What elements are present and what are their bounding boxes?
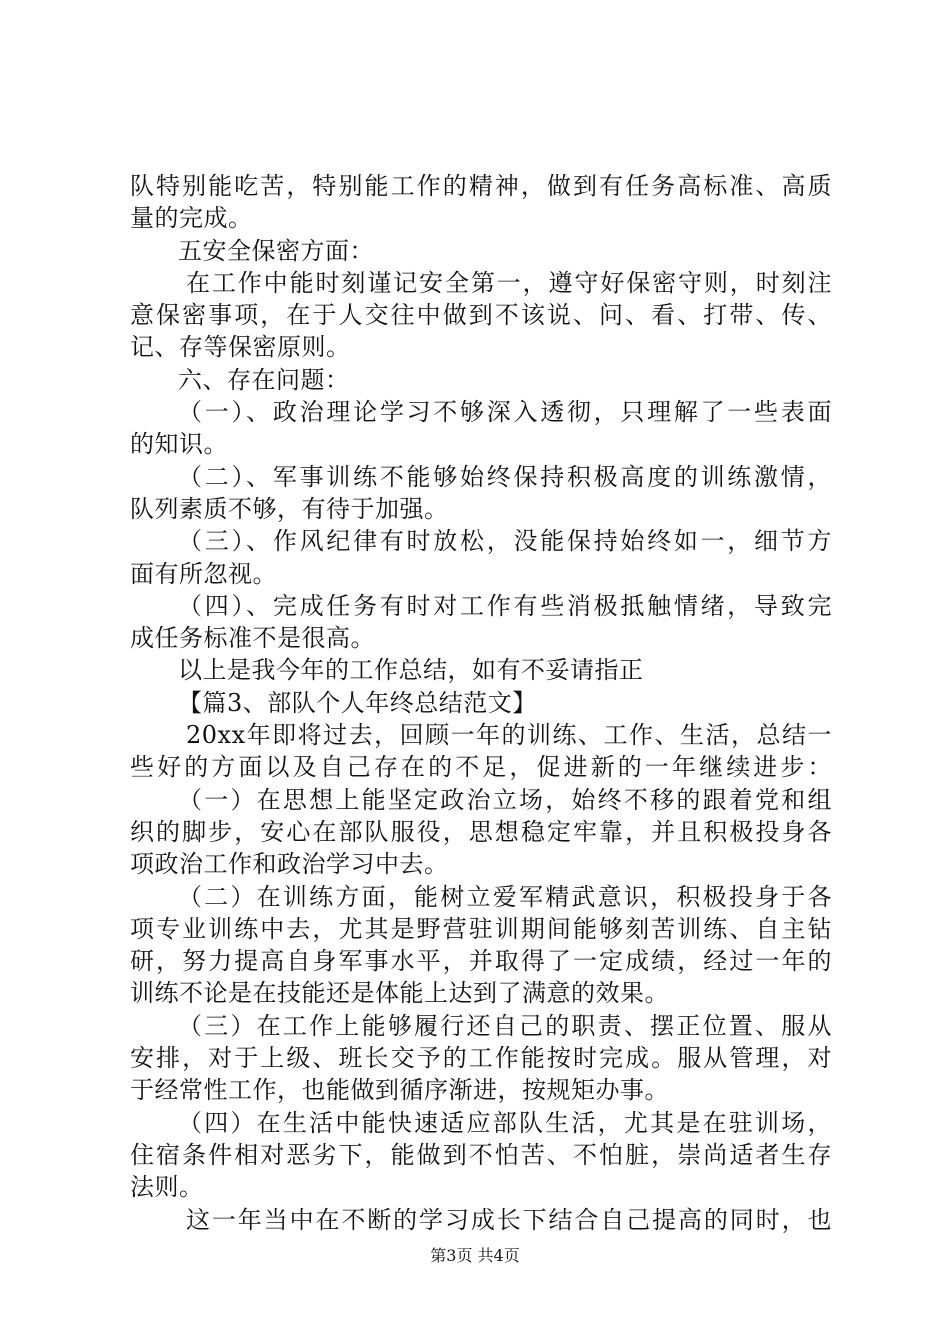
section-heading: 五安全保密方面： (178, 236, 374, 265)
text-line: 面有所忽视。 (130, 559, 277, 588)
text-line: 住宿条件相对恶劣下，能做到不怕苦、不怕脏，崇尚适者生存 (130, 1140, 832, 1169)
text-line: 以上是我今年的工作总结，如有不妥请指正 (178, 656, 644, 685)
text-line: 项专业训练中去，尤其是野营驻训期间能够刻苦训练、自主钻 (130, 914, 832, 943)
text-line: 成任务标准不是很高。 (130, 624, 375, 653)
text-line: 记、存等保密原则。 (130, 333, 351, 362)
section-heading: 六、存在问题： (178, 365, 350, 394)
text-line: 研，努力提高自身军事水平，并取得了一定成绩，经过一年的 (130, 947, 832, 976)
text-line: （一）、政治理论学习不够深入透彻，只理解了一些表面 (178, 398, 832, 427)
text-line: 意保密事项，在于人交往中做到不该说、问、看、打带、传、 (130, 301, 832, 330)
text-line: （四）在生活中能快速适应部队生活，尤其是在驻训场， (178, 1108, 832, 1137)
text-line: （一）在思想上能坚定政治立场，始终不移的跟着党和组 (178, 785, 832, 814)
text-line: （四）、完成任务有时对工作有些消极抵触情绪，导致完 (178, 591, 832, 620)
text-line: 安排，对于上级、班长交予的工作能按时完成。服从管理，对 (130, 1044, 832, 1073)
text-line: 20xx年即将过去，回顾一年的训练、工作、生活，总结一 (186, 721, 832, 750)
text-line: 些好的方面以及自己存在的不足，促进新的一年继续进步： (130, 753, 832, 782)
text-line: 队特别能吃苦，特别能工作的精神，做到有任务高标准、高质 (130, 172, 832, 200)
page-number-footer: 第3页 共4页 (430, 1246, 520, 1265)
text-line: 的知识。 (130, 430, 228, 459)
text-line: 织的脚步，安心在部队服役，思想稳定牢靠，并且积极投身各 (130, 817, 832, 846)
document-body (130, 170, 832, 1236)
text-line: 于经常性工作，也能做到循序渐进，按规矩办事。 (130, 1076, 669, 1105)
text-line: 队列素质不够，有待于加强。 (130, 494, 449, 523)
text-line: （二）在训练方面，能树立爱军精武意识，积极投身于各 (178, 882, 832, 911)
text-line: 训练不论是在技能还是体能上达到了满意的效果。 (130, 979, 669, 1008)
text-line: 项政治工作和政治学习中去。 (130, 850, 449, 879)
text-line: （二）、军事训练不能够始终保持积极高度的训练激情， (178, 462, 832, 491)
text-line: 这一年当中在不断的学习成长下结合自己提高的同时，也 (186, 1205, 832, 1234)
text-line: （三）、作风纪律有时放松，没能保持始终如一，细节方 (178, 527, 832, 556)
text-line: 在工作中能时刻谨记安全第一，遵守好保密守则，时刻注 (186, 268, 832, 297)
text-line: 法则。 (130, 1173, 204, 1202)
text-line: （三）在工作上能够履行还自己的职责、摆正位置、服从 (178, 1011, 832, 1040)
text-line: 量的完成。 (130, 204, 253, 233)
article-title: 【篇3、部队个人年终总结范文】 (178, 688, 537, 717)
